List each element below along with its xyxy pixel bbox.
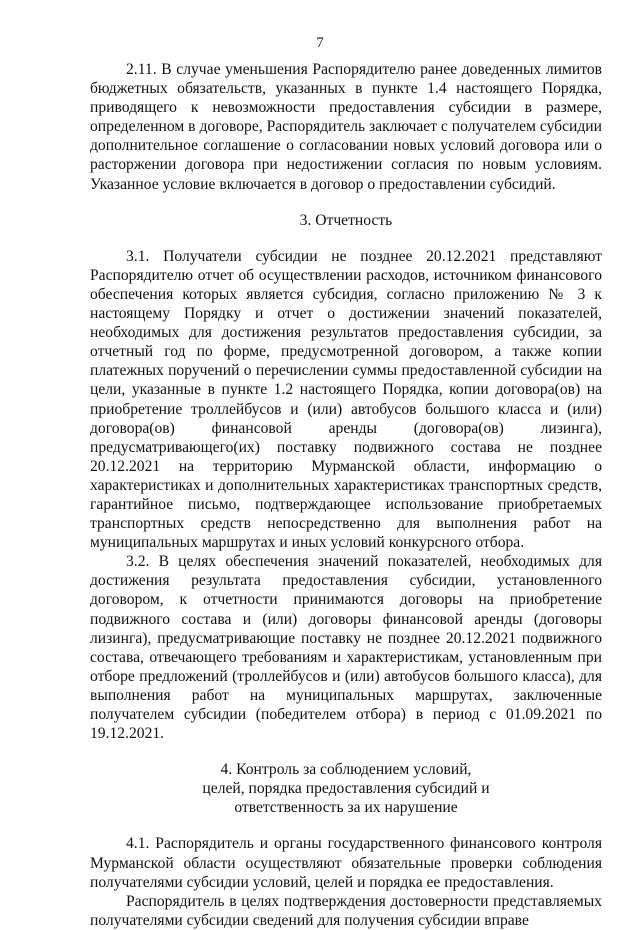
section-heading-line: целей, порядка предоставления субсидий и — [202, 780, 490, 798]
section-heading-4 — [90, 760, 602, 817]
page-number: 7 — [316, 35, 324, 51]
paragraph-4-1-continued: Распорядитель в целях подтверждения достоверности представляемых получателями субсидии сведений для получения субсидии вправе — [90, 892, 602, 929]
section-heading-3 — [90, 211, 602, 230]
paragraph-3-2: 3.2. В целях обеспечения значений показателей, необходимых для достижения результата предоставления субсидии, установленного договором, к отчетности принимаются договоры на приобретение подвижного состава и (или) договоры финансовой аренды (договоры лизинга), предусматривающие поставку не позднее 20.12.2021 подвижного состава, отвечающего требованиям и характеристикам, установленным при отборе предложений (троллейбусов и (или) автобусов большого класса), для выполнения работ на муниципальных маршрутах, заключенные получателем субсидии (победителем отбора) в период с 01.09.2021 по 19.12.2021. — [90, 553, 602, 743]
section-heading-line: 3. Отчетность — [299, 211, 393, 229]
section-heading-line: 4. Контроль за соблюдением условий, — [220, 761, 472, 779]
paragraph-2-11: 2.11. В случае уменьшения Распорядителю ранее доведенных лимитов бюджетных обязательств, указанных в пункте 1.4 настоящего Порядка, приводящего к невозможности предоставления субсидии в размере, определенном в договоре, Распорядитель заключает с получателем субсидии дополнительное соглашение о согласовании новых условий договора или о расторжении договора при недостижении согласия по новым условиям. Указанное условие включается в договор о предоставлении субсидий. — [90, 61, 602, 193]
paragraph-3-1: 3.1. Получатели субсидии не позднее 20.12.2021 представляют Распорядителю отчет об осуществлении расходов, источником финансового обеспечения которых является субсидия, согласно приложению № 3 к настоящему Порядку и отчет о достижении значений показателей, необходимых для достижения результатов предоставления субсидии, за отчетный год по форме, предусмотренной договором, а также копии платежных поручений о перечислении суммы предоставленной субсидии на цели, указанные в пункте 1.2 настоящего Порядка, копии договора(ов) на приобретение троллейбусов и (или) автобусов большого класса и (или) договора(ов) финансовой аренды (договора(ов) лизинга), предусматривающего(их) поставку подвижного состава не позднее 20.12.2021 на территорию Мурманской области, информацию о характеристиках и дополнительных характеристиках транспортных средств, гарантийное письмо, подтверждающее использование приобретаемых транспортных средств непосредственно для выполнения работ на муниципальных маршрутах и иных условий конкурсного отбора. — [90, 247, 602, 552]
section-heading-line: ответственность за их нарушение — [234, 799, 458, 817]
document-body — [90, 60, 602, 930]
paragraph-4-1: 4.1. Распорядитель и органы государственного финансового контроля Мурманской области осуществляют обязательные проверки соблюдения получателями субсидии условий, целей и порядка ее предоставления. — [90, 835, 602, 891]
